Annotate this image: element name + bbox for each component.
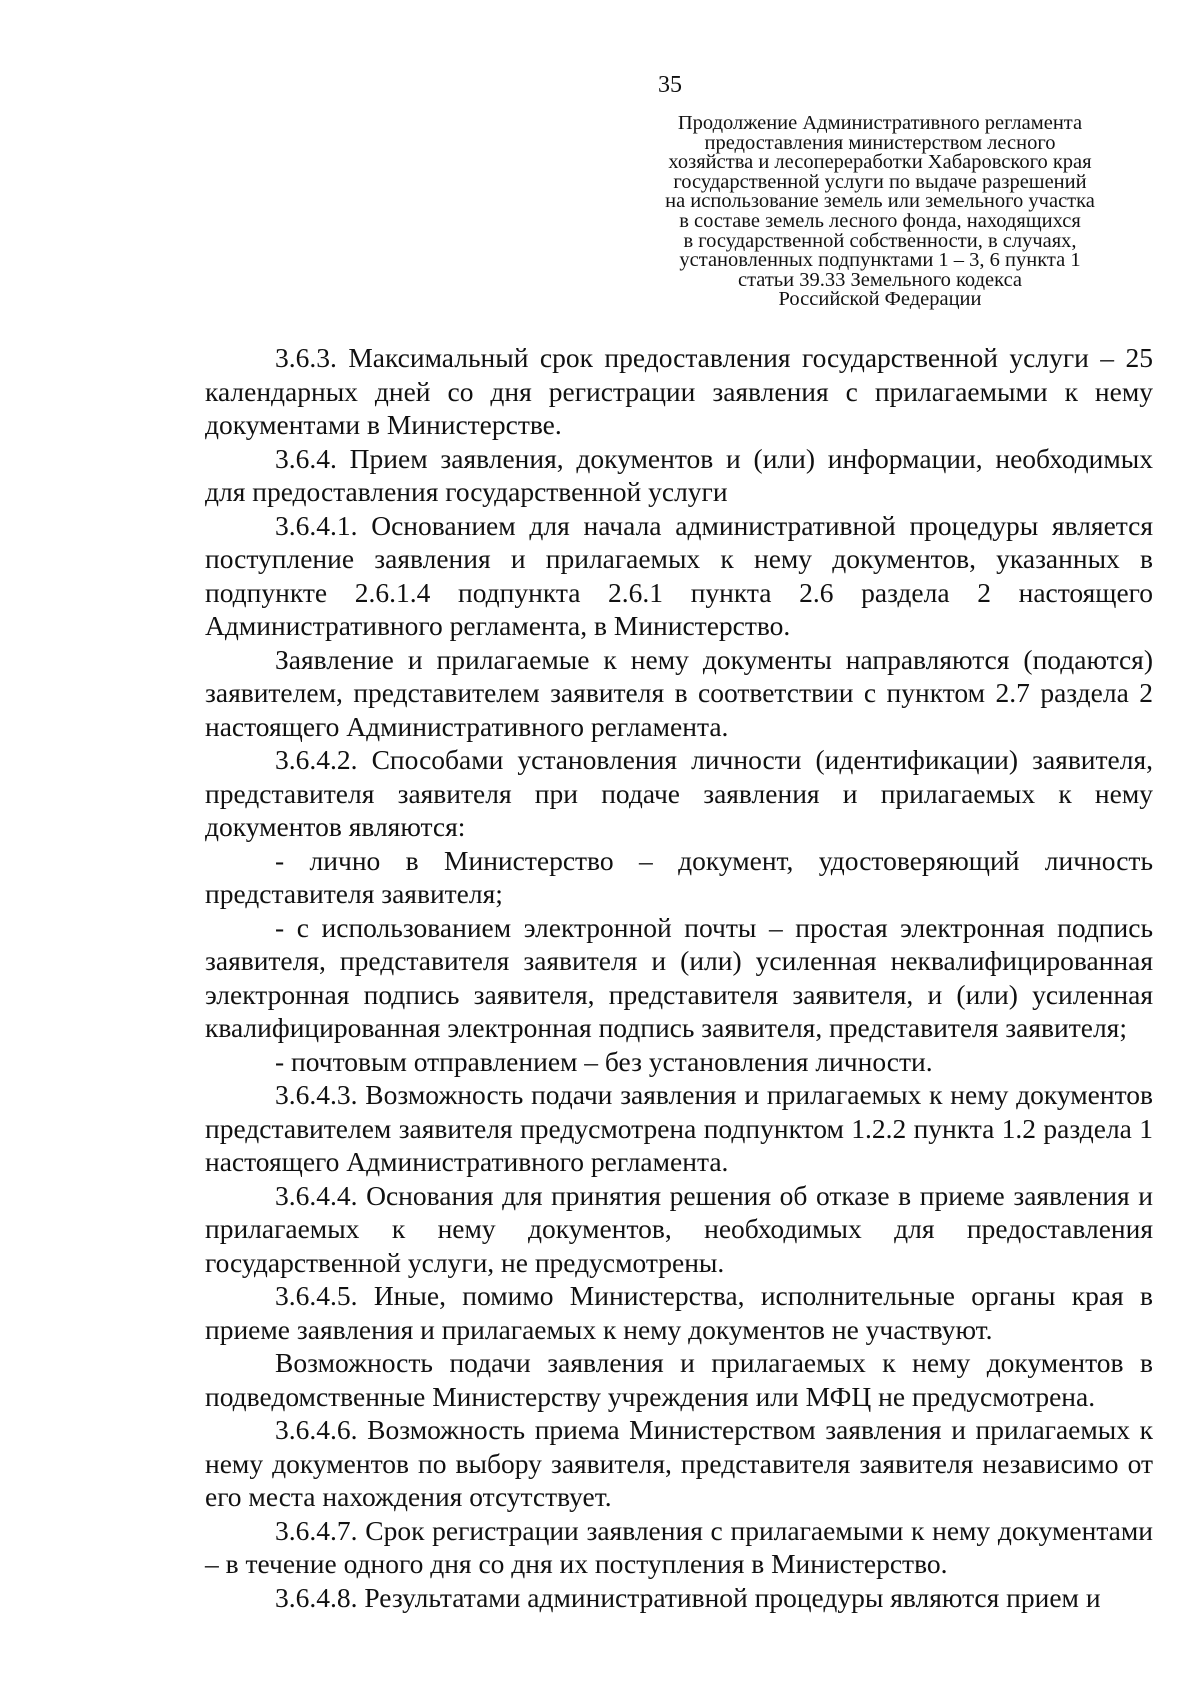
header-line: Российской Федерации [778,288,982,311]
paragraph-3-6-4-5: 3.6.4.5. Иные, помимо Министерства, исполнительные органы края в приеме заявления и прилагаемых к нему документов не участвуют. [205,1280,1153,1345]
header-line: на использование земель или земельного участка [665,190,1095,213]
header-line: статьи 39.33 Земельного кодекса [737,268,1023,291]
header-line: хозяйства и лесопереработки Хабаровского края [668,151,1092,174]
regulation-header [620,114,1140,310]
paragraph-3-6-4: 3.6.4. Прием заявления, документов и (или) информации, необходимых для предоставления государственной услуги [205,442,1153,507]
paragraph-3-6-4-6: 3.6.4.6. Возможность приема Министерством заявления и прилагаемых к нему документов по выбору заявителя, представителя заявителя независимо от его места нахождения отсутствует. [205,1414,1153,1512]
body-text [205,341,1153,1614]
paragraph-3-6-4-2: 3.6.4.2. Способами установления личности (идентификации) заявителя, представителя заявителя при подаче заявления и прилагаемых к нему документов являются: [205,744,1153,842]
list-item: - с использованием электронной почты – простая электронная подпись заявителя, представителя заявителя и (или) усиленная неквалифицированная электронная подпись заявителя, представителя заявителя, и (или) усиленная квалифицированная электронная подпись заявителя, представителя заявителя; [205,911,1153,1043]
list-item: - лично в Министерство – документ, удостоверяющий личность представителя заявителя; [205,844,1153,909]
paragraph-3-6-4-1: 3.6.4.1. Основанием для начала административной процедуры является поступление заявления и прилагаемых к нему документов, указанных в подпункте 2.6.1.4 подпункта 2.6.1 пункта 2.6 раздела 2 настоящего Административного регламента, в Министерство. [205,509,1153,641]
paragraph-3-6-4-4: 3.6.4.4. Основания для принятия решения об отказе в приеме заявления и прилагаемых к нему документов, необходимых для предоставления государственной услуги, не предусмотрены. [205,1179,1153,1278]
list-item: - почтовым отправлением – без установления личности. [275,1045,933,1077]
header-line: в государственной собственности, в случаях, [683,229,1077,252]
header-line: Продолжение Административного регламента [677,112,1083,134]
paragraph-3-6-4-8: 3.6.4.8. Результатами административной процедуры являются прием и [275,1581,1101,1613]
paragraph-3-6-4-3: 3.6.4.3. Возможность подачи заявления и прилагаемых к нему документов представителем заявителя предусмотрена подпунктом 1.2.2 пункта 1.2 раздела 1 настоящего Административного регламента. [205,1079,1153,1177]
header-line: установленных подпунктами 1 – 3, 6 пункта 1 [679,249,1081,272]
header-line: в составе земель лесного фонда, находящихся [679,209,1081,232]
paragraph-3-6-3: 3.6.3. Максимальный срок предоставления государственной услуги – 25 календарных дней со дня регистрации заявления с прилагаемыми к нему документами в Министерстве. [205,342,1153,440]
header-line: предоставления министерством лесного [704,131,1056,154]
paragraph: Заявление и прилагаемые к нему документы направляются (подаются) заявителем, представителем заявителя в соответствии с пунктом 2.7 раздела 2 настоящего Административного регламента. [205,643,1153,742]
header-line: государственной услуги по выдаче разрешений [673,170,1087,193]
paragraph-3-6-4-7: 3.6.4.7. Срок регистрации заявления с прилагаемыми к нему документами – в течение одного дня со дня их поступления в Министерство. [205,1514,1153,1579]
page-number: 35 [658,72,682,98]
paragraph: Возможность подачи заявления и прилагаемых к нему документов в подведомственные Министерству учреждения или МФЦ не предусмотрена. [205,1347,1153,1412]
